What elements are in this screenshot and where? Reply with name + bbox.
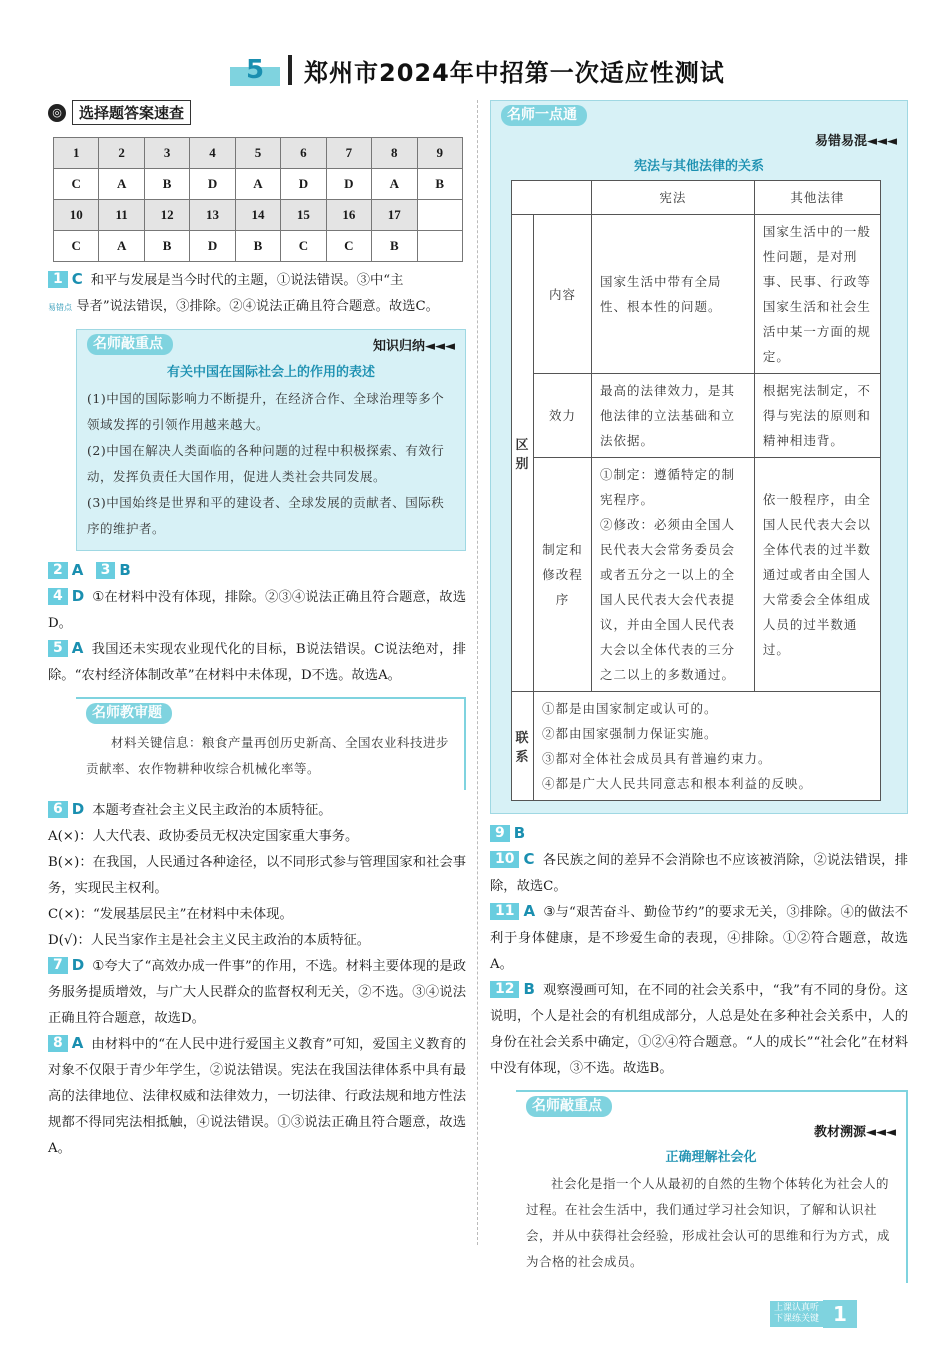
table-row <box>512 458 881 692</box>
table-row <box>512 374 881 458</box>
table-cell-line: ②修改：必须由全国人民代表大会常务委员会或者五分之一以上的全国人民代表大会代表提议，并由全国人民代表大会以全体代表的三分之二以上的多数通过。 <box>600 517 736 682</box>
question-number: 3 <box>96 562 116 579</box>
table-cell: 根据宪法制定，不得与宪法的原则和精神相违背。 <box>754 374 880 458</box>
table-cell: 8 <box>372 138 417 169</box>
header-divider <box>288 55 292 85</box>
table-cell-line: ①制定：遵循特定的制宪程序。 <box>600 467 736 507</box>
table-cell-line: ③都对全体社会成员具有普遍约束力。 <box>542 751 772 766</box>
explanation-text: ①在材料中没有体现，排除。②③④说法正确且符合题意，故选D。 <box>48 590 466 631</box>
table-cell: 依一般程序，由全国人民代表大会以全体代表的过半数通过或者由全国人大常委会全体组成人员的过半数通过。 <box>754 458 880 692</box>
table-cell: C <box>281 231 326 262</box>
table-cell: 7 <box>326 138 371 169</box>
question-number: 2 <box>48 562 68 579</box>
table-cell: C <box>54 169 99 200</box>
table-cell: D <box>326 169 371 200</box>
explanation-text: 各民族之间的差异不会消除也不应该被消除，②说法错误，排除，故选C。 <box>490 853 908 894</box>
answer-letter: D <box>71 587 85 605</box>
table-cell: 13 <box>190 200 235 231</box>
table-cell: 5 <box>235 138 280 169</box>
page-footer <box>770 1296 910 1332</box>
option-analysis: B(×)：在我国，人民通过各种途径，以不同形式参与管理国家和社会事务，实现民主权利。 <box>48 855 466 896</box>
table-row-header: 效力 <box>534 374 592 458</box>
table-cell: 国家生活中的一般性问题，是对刑事、民事、行政等国家生活和社会生活中某一方面的规定。 <box>754 215 880 374</box>
table-cell: 3 <box>144 138 189 169</box>
table-cell <box>592 458 755 692</box>
table-cell: C <box>326 231 371 262</box>
footer-slogan <box>770 1301 823 1327</box>
law-comparison-table <box>511 180 881 801</box>
answer-letter: C <box>523 850 535 868</box>
table-cell: A <box>99 169 144 200</box>
table-cell <box>512 181 592 215</box>
tip-subtitle: 宪法与其他法律的关系 <box>633 159 764 174</box>
tip-line: (1)中国的国际影响力不断提升，在经济合作、全球治理等多个领域发挥的引领作用越来越大。 <box>87 391 445 432</box>
tip-line: 材料关键信息：粮食产量再创历史新高、全国农业科技进步贡献率、农作物耕种收综合机械化率等。 <box>86 735 450 776</box>
table-cell <box>417 231 463 262</box>
tip-box-confusion <box>490 100 908 814</box>
tip-body <box>86 730 454 782</box>
explanation-text: ③与“艰苦奋斗、勤俭节约”的要求无关，③排除。④的做法不利于身体健康，是不珍爱生命的表现，④排除。①②符合题意，故选A。 <box>490 905 908 972</box>
tip-line: (3)中国始终是世界和平的建设者、全球发展的贡献者、国际秩序的维护者。 <box>87 495 445 536</box>
tip-box-review <box>76 697 466 790</box>
table-cell: D <box>281 169 326 200</box>
quick-answer-title: 选择题答案速查 <box>72 100 191 125</box>
table-cell: 14 <box>235 200 280 231</box>
question-number: 10 <box>490 851 519 868</box>
table-row <box>54 200 463 231</box>
table-cell-line: ④都是广大人民共同意志和根本利益的反映。 <box>542 776 813 791</box>
tip-category-row <box>501 130 897 149</box>
answer-q5 <box>48 637 466 689</box>
tip-category: 易错易混◄◄◄ <box>815 134 897 149</box>
answer-letter: D <box>71 800 85 818</box>
answer-q6 <box>48 798 466 954</box>
table-row <box>54 231 463 262</box>
answer-q1 <box>48 268 466 321</box>
table-cell-line: ②都由国家强制力保证实施。 <box>542 726 718 741</box>
question-number: 7 <box>48 957 68 974</box>
tip-tag: 名师一点通 <box>501 105 587 126</box>
table-cell: 国家生活中带有全局性、根本性的问题。 <box>592 215 755 374</box>
table-header-cell: 其他法律 <box>754 181 880 215</box>
tip-body <box>87 386 455 542</box>
answer-q10 <box>490 848 908 900</box>
table-cell: C <box>54 231 99 262</box>
question-number: 5 <box>48 640 68 657</box>
tip-tag: 名师教审题 <box>86 703 172 724</box>
table-cell: A <box>235 169 280 200</box>
explanation-text: 导者”说法错误，③排除。②④说法正确且符合题意。故选C。 <box>76 299 439 314</box>
tip-category-row <box>526 1121 896 1140</box>
table-header-cell: 宪法 <box>592 181 755 215</box>
page-title: 郑州市2024年中招第一次适应性测试 <box>304 58 725 87</box>
answer-letter: B <box>513 824 526 842</box>
answer-q9 <box>490 822 908 848</box>
option-analysis: C(×)：“发展基层民主”在材料中未体现。 <box>48 907 293 922</box>
right-column <box>490 100 908 1291</box>
left-column <box>48 100 466 1162</box>
table-cell: A <box>99 231 144 262</box>
answer-letter: B <box>119 561 131 579</box>
answer-q11 <box>490 900 908 978</box>
tip-category: 教材溯源◄◄◄ <box>814 1125 896 1140</box>
table-cell: 12 <box>144 200 189 231</box>
question-number: 4 <box>48 588 68 605</box>
table-cell: 2 <box>99 138 144 169</box>
table-row <box>54 169 463 200</box>
question-number: 6 <box>48 801 68 818</box>
explanation-text: 我国还未实现农业现代化的目标，B说法错误。C说法绝对，排除。“农村经济体制改革”在材料中未体现，D不选。故选A。 <box>48 642 466 683</box>
table-cell: 16 <box>326 200 371 231</box>
explanation-text: ①夸大了“高效办成一件事”的作用，不选。材料主要体现的是政务服务提质增效，与广大人民群众的监督权利无关，②不选。③④说法正确且符合题意，故选D。 <box>48 959 466 1026</box>
table-cell <box>417 200 463 231</box>
error-note: 易错点 <box>48 303 72 312</box>
tip-header <box>501 105 897 126</box>
answer-q2-q3 <box>48 559 466 585</box>
table-cell: 6 <box>281 138 326 169</box>
table-cell-line: ①都是由国家制定或认可的。 <box>542 701 718 716</box>
table-cell <box>534 692 881 801</box>
explanation-text: 由材料中的“在人民中进行爱国主义教育”可知，爱国主义教育的对象不仅限于青少年学生，②说法错误。宪法在我国法律体系中具有最高的法律地位、法律权威和法律效力，一切法律、行政法规和地方性法规都不得同宪法相抵触，④说法错误。①③说法正确且符合题意，故选A。 <box>48 1037 466 1156</box>
footer-line: 上课认真听 <box>774 1303 820 1313</box>
table-cell: 11 <box>99 200 144 231</box>
option-analysis: D(√)：人民当家作主是社会主义民主政治的本质特征。 <box>48 933 371 948</box>
tip-tag: 名师敲重点 <box>87 334 173 355</box>
tip-subtitle: 有关中国在国际社会上的作用的表述 <box>166 365 375 380</box>
table-cell: D <box>190 231 235 262</box>
table-cell: B <box>144 169 189 200</box>
table-row <box>512 181 881 215</box>
quick-answer-header <box>48 100 466 125</box>
answer-letter: A <box>71 1034 84 1052</box>
tip-category: 知识归纳◄◄◄ <box>373 339 455 354</box>
chapter-number: 5 <box>230 54 280 86</box>
answer-table <box>53 137 463 262</box>
table-cell: 10 <box>54 200 99 231</box>
explanation-text: 和平与发展是当今时代的主题，①说法错误。③中“主 <box>90 273 404 288</box>
tip-box-textbook <box>516 1090 908 1283</box>
answer-letter: D <box>71 956 85 974</box>
page-number: 1 <box>823 1300 857 1328</box>
answer-q4 <box>48 585 466 637</box>
table-cell: 17 <box>372 200 417 231</box>
table-cell: 15 <box>281 200 326 231</box>
table-cell: B <box>417 169 463 200</box>
table-row-label: 区别 <box>512 215 534 692</box>
table-cell: A <box>372 169 417 200</box>
table-row-header: 内容 <box>534 215 592 374</box>
answer-q12 <box>490 978 908 1082</box>
question-number: 8 <box>48 1035 68 1052</box>
tip-line: 社会化是指一个人从最初的自然的生物个体转化为社会人的过程。在社会生活中，我们通过学习社会知识，了解和认识社会，并从中获得社会经验，形成社会认可的思维和行为方式，成为合格的社会成员。 <box>526 1176 891 1269</box>
tip-tag: 名师敲重点 <box>526 1096 612 1117</box>
question-number: 1 <box>48 271 68 288</box>
answer-letter: A <box>523 902 536 920</box>
tip-header <box>86 703 454 724</box>
column-divider <box>477 100 478 1245</box>
tip-box-knowledge <box>76 329 466 551</box>
answer-q7 <box>48 954 466 1032</box>
page-header <box>230 52 725 88</box>
table-cell: B <box>144 231 189 262</box>
table-cell: 最高的法律效力，是其他法律的立法基础和立法依据。 <box>592 374 755 458</box>
table-row <box>512 692 881 801</box>
table-row <box>54 138 463 169</box>
table-cell: B <box>372 231 417 262</box>
tip-line: (2)中国在解决人类面临的各种问题的过程中积极探索、有效行动，发挥负责任大国作用，促进人类社会共同发展。 <box>87 443 445 484</box>
table-cell: 4 <box>190 138 235 169</box>
answer-letter: B <box>523 980 535 998</box>
answer-q8 <box>48 1032 466 1162</box>
question-number: 9 <box>490 825 510 842</box>
tip-header <box>87 334 455 355</box>
table-row-header: 制定和修改程序 <box>534 458 592 692</box>
explanation-text: 本题考查社会主义民主政治的本质特征。 <box>92 803 332 818</box>
question-number: 11 <box>490 903 519 920</box>
table-row <box>512 215 881 374</box>
answer-letter: A <box>71 639 84 657</box>
footer-line: 下课练关键 <box>774 1314 820 1324</box>
question-number: 12 <box>490 981 519 998</box>
answer-letter: C <box>71 270 83 288</box>
explanation-text: 观察漫画可知，在不同的社会关系中，“我”有不同的身份。这说明，个人是社会的有机组成部分，人总是处在多种社会关系中，人的身份在社会关系中确定，①②④符合题意。“人的成长”“社会化”在材料中没有体现，③不选。故选B。 <box>490 983 908 1076</box>
tip-body <box>526 1171 896 1275</box>
answer-letter: A <box>71 561 84 579</box>
tip-header <box>526 1096 896 1117</box>
table-row-label: 联系 <box>512 692 534 801</box>
option-analysis: A(×)：人大代表、政协委员无权决定国家重大事务。 <box>48 829 359 844</box>
table-cell: 9 <box>417 138 463 169</box>
target-icon: ◎ <box>48 104 66 122</box>
tip-subtitle: 正确理解社会化 <box>665 1150 757 1165</box>
table-cell: 1 <box>54 138 99 169</box>
table-cell: D <box>190 169 235 200</box>
table-cell: B <box>235 231 280 262</box>
